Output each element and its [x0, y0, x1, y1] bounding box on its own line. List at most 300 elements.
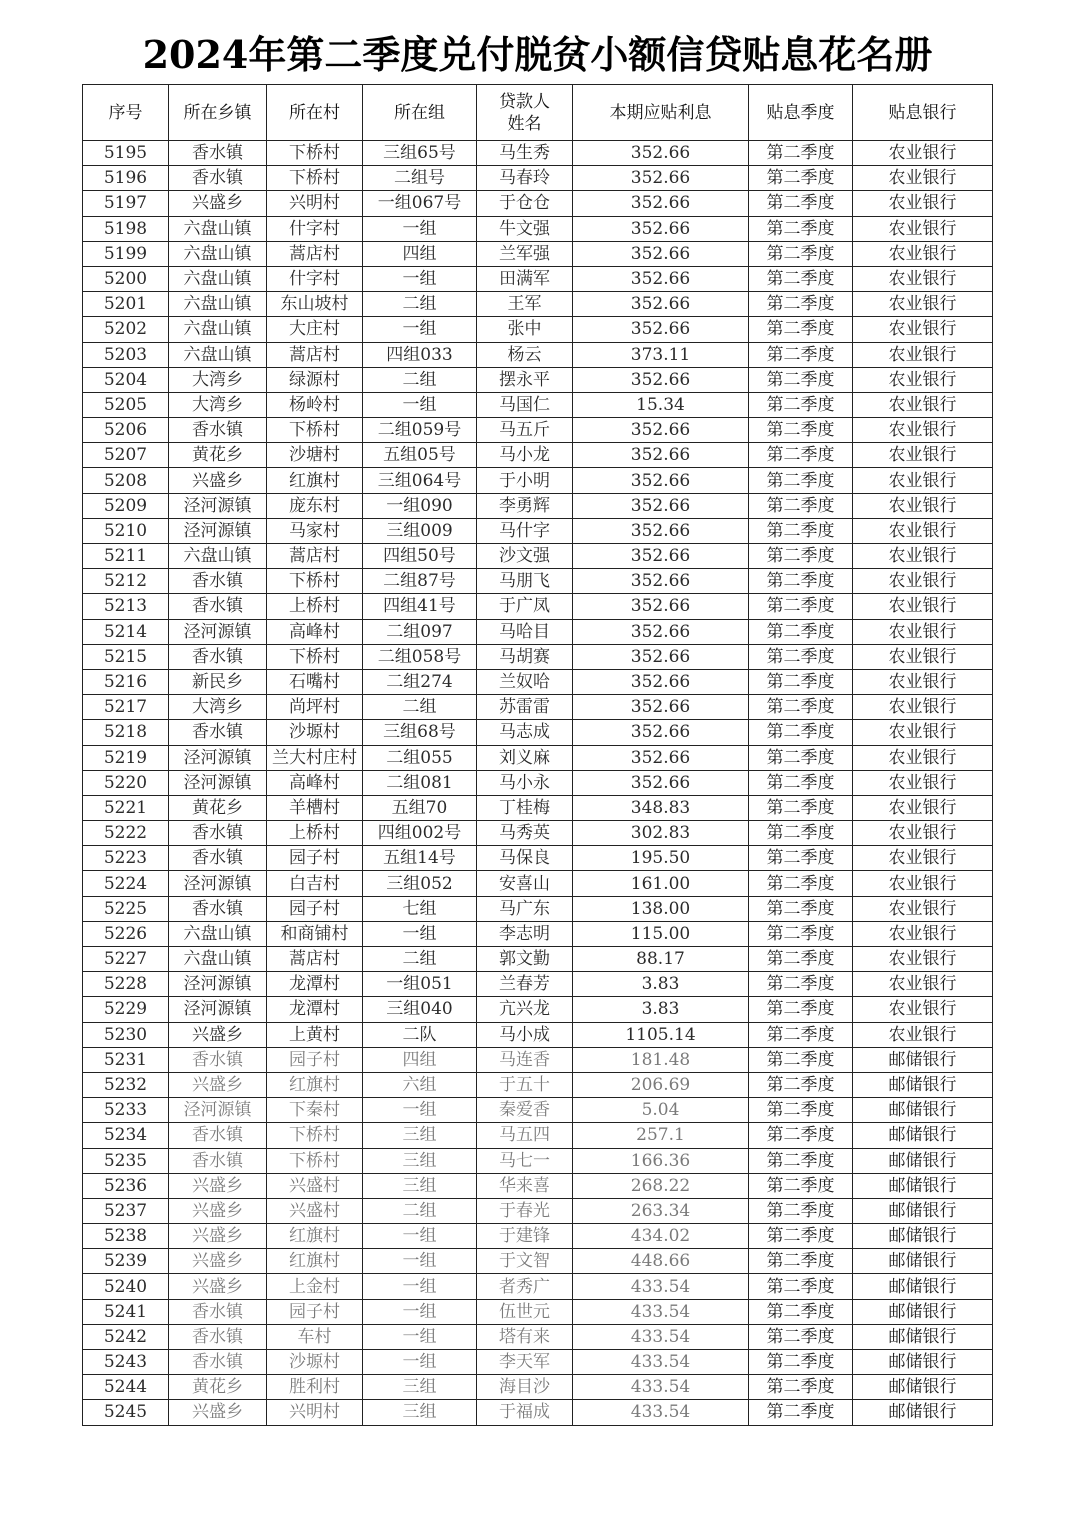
cell-village: 上金村: [267, 1274, 363, 1299]
cell-borrower-name: 马春玲: [477, 166, 573, 191]
cell-borrower-name: 刘义麻: [477, 745, 573, 770]
cell-borrower-name: 李勇辉: [477, 493, 573, 518]
cell-borrower-name: 于春光: [477, 1198, 573, 1223]
cell-quarter: 第二季度: [749, 1350, 853, 1375]
cell-town: 香水镇: [169, 166, 267, 191]
cell-village: 高峰村: [267, 770, 363, 795]
cell-borrower-name: 王军: [477, 292, 573, 317]
cell-town: 六盘山镇: [169, 947, 267, 972]
cell-quarter: 第二季度: [749, 972, 853, 997]
cell-id: 5202: [83, 317, 169, 342]
table-row: [83, 745, 993, 770]
cell-group: 五组70: [363, 795, 477, 820]
cell-bank: 农业银行: [853, 443, 993, 468]
cell-borrower-name: 郭文勤: [477, 947, 573, 972]
cell-id: 5211: [83, 544, 169, 569]
cell-town: 香水镇: [169, 846, 267, 871]
cell-village: 庞东村: [267, 493, 363, 518]
cell-town: 六盘山镇: [169, 342, 267, 367]
table-row: [83, 443, 993, 468]
table-row: [83, 619, 993, 644]
cell-group: 一组090: [363, 493, 477, 518]
table-row: [83, 418, 993, 443]
cell-id: 5231: [83, 1047, 169, 1072]
cell-quarter: 第二季度: [749, 392, 853, 417]
cell-group: 一组067号: [363, 191, 477, 216]
cell-quarter: 第二季度: [749, 720, 853, 745]
cell-town: 兴盛乡: [169, 1072, 267, 1097]
cell-interest-amount: 352.66: [573, 443, 749, 468]
cell-bank: 农业银行: [853, 493, 993, 518]
cell-id: 5244: [83, 1375, 169, 1400]
cell-borrower-name: 于文智: [477, 1249, 573, 1274]
cell-interest-amount: 352.66: [573, 695, 749, 720]
cell-bank: 农业银行: [853, 292, 993, 317]
cell-village: 东山坡村: [267, 292, 363, 317]
cell-village: 马家村: [267, 518, 363, 543]
cell-id: 5198: [83, 216, 169, 241]
table-row: [83, 1375, 993, 1400]
cell-town: 大湾乡: [169, 392, 267, 417]
cell-quarter: 第二季度: [749, 1173, 853, 1198]
cell-borrower-name: 兰奴哈: [477, 669, 573, 694]
cell-group: 二组274: [363, 669, 477, 694]
header-interest-amount: 本期应贴利息: [573, 85, 749, 141]
cell-bank: 农业银行: [853, 544, 993, 569]
table-row: [83, 518, 993, 543]
cell-town: 兴盛乡: [169, 1224, 267, 1249]
table-row: [83, 821, 993, 846]
cell-town: 黄花乡: [169, 795, 267, 820]
cell-town: 香水镇: [169, 1148, 267, 1173]
cell-town: 六盘山镇: [169, 292, 267, 317]
cell-bank: 农业银行: [853, 191, 993, 216]
subsidy-roster-table: [82, 84, 993, 1426]
cell-id: 5195: [83, 141, 169, 166]
cell-town: 香水镇: [169, 1123, 267, 1148]
table-row: [83, 1400, 993, 1425]
cell-quarter: 第二季度: [749, 695, 853, 720]
cell-bank: 农业银行: [853, 241, 993, 266]
cell-interest-amount: 352.66: [573, 669, 749, 694]
cell-interest-amount: 433.54: [573, 1400, 749, 1425]
cell-bank: 农业银行: [853, 770, 993, 795]
cell-bank: 邮储银行: [853, 1047, 993, 1072]
cell-group: 四组: [363, 241, 477, 266]
cell-bank: 农业银行: [853, 846, 993, 871]
cell-bank: 农业银行: [853, 418, 993, 443]
cell-group: 二组号: [363, 166, 477, 191]
cell-town: 兴盛乡: [169, 468, 267, 493]
table-row: [83, 1098, 993, 1123]
cell-borrower-name: 田满军: [477, 266, 573, 291]
cell-interest-amount: 433.54: [573, 1375, 749, 1400]
cell-id: 5241: [83, 1299, 169, 1324]
cell-bank: 邮储银行: [853, 1400, 993, 1425]
cell-village: 下桥村: [267, 1148, 363, 1173]
cell-interest-amount: 1105.14: [573, 1022, 749, 1047]
cell-group: 一组: [363, 216, 477, 241]
cell-quarter: 第二季度: [749, 795, 853, 820]
table-row: [83, 669, 993, 694]
cell-quarter: 第二季度: [749, 846, 853, 871]
table-row: [83, 947, 993, 972]
cell-id: 5199: [83, 241, 169, 266]
cell-borrower-name: 亢兴龙: [477, 997, 573, 1022]
cell-id: 5226: [83, 921, 169, 946]
cell-quarter: 第二季度: [749, 947, 853, 972]
cell-bank: 农业银行: [853, 947, 993, 972]
cell-village: 下桥村: [267, 166, 363, 191]
cell-village: 下桥村: [267, 1123, 363, 1148]
document-title: 2024年第二季度兑付脱贫小额信贷贴息花名册: [142, 32, 933, 77]
table-row: [83, 695, 993, 720]
cell-id: 5224: [83, 871, 169, 896]
cell-interest-amount: 206.69: [573, 1072, 749, 1097]
cell-interest-amount: 352.66: [573, 266, 749, 291]
cell-town: 兴盛乡: [169, 1274, 267, 1299]
cell-town: 香水镇: [169, 569, 267, 594]
cell-village: 羊槽村: [267, 795, 363, 820]
cell-quarter: 第二季度: [749, 1022, 853, 1047]
cell-interest-amount: 448.66: [573, 1249, 749, 1274]
cell-town: 大湾乡: [169, 367, 267, 392]
cell-town: 六盘山镇: [169, 266, 267, 291]
cell-interest-amount: 138.00: [573, 896, 749, 921]
cell-interest-amount: 3.83: [573, 972, 749, 997]
cell-group: 一组: [363, 1249, 477, 1274]
cell-group: 二组097: [363, 619, 477, 644]
table-row: [83, 1173, 993, 1198]
cell-borrower-name: 马朋飞: [477, 569, 573, 594]
cell-town: 香水镇: [169, 896, 267, 921]
cell-bank: 农业银行: [853, 569, 993, 594]
cell-borrower-name: 马小成: [477, 1022, 573, 1047]
cell-group: 二组87号: [363, 569, 477, 594]
cell-village: 高峰村: [267, 619, 363, 644]
cell-interest-amount: 433.54: [573, 1324, 749, 1349]
cell-borrower-name: 安喜山: [477, 871, 573, 896]
cell-interest-amount: 433.54: [573, 1299, 749, 1324]
cell-bank: 邮储银行: [853, 1299, 993, 1324]
cell-village: 上桥村: [267, 594, 363, 619]
cell-id: 5197: [83, 191, 169, 216]
cell-group: 三组040: [363, 997, 477, 1022]
cell-borrower-name: 马七一: [477, 1148, 573, 1173]
cell-id: 5217: [83, 695, 169, 720]
cell-id: 5237: [83, 1198, 169, 1223]
cell-id: 5239: [83, 1249, 169, 1274]
cell-village: 园子村: [267, 896, 363, 921]
cell-bank: 邮储银行: [853, 1274, 993, 1299]
table-row: [83, 921, 993, 946]
header-village: 所在村: [267, 85, 363, 141]
cell-group: 三组009: [363, 518, 477, 543]
cell-town: 黄花乡: [169, 1375, 267, 1400]
cell-interest-amount: 352.66: [573, 594, 749, 619]
cell-quarter: 第二季度: [749, 1249, 853, 1274]
cell-quarter: 第二季度: [749, 216, 853, 241]
cell-bank: 农业银行: [853, 367, 993, 392]
cell-group: 一组: [363, 1299, 477, 1324]
cell-interest-amount: 373.11: [573, 342, 749, 367]
cell-town: 六盘山镇: [169, 921, 267, 946]
cell-group: 三组064号: [363, 468, 477, 493]
cell-village: 尚坪村: [267, 695, 363, 720]
cell-group: 二组058号: [363, 644, 477, 669]
cell-town: 香水镇: [169, 1299, 267, 1324]
cell-borrower-name: 于小明: [477, 468, 573, 493]
cell-bank: 邮储银行: [853, 1350, 993, 1375]
cell-id: 5232: [83, 1072, 169, 1097]
cell-interest-amount: 352.66: [573, 720, 749, 745]
cell-village: 上黄村: [267, 1022, 363, 1047]
cell-bank: 农业银行: [853, 871, 993, 896]
cell-village: 园子村: [267, 846, 363, 871]
cell-group: 四组033: [363, 342, 477, 367]
cell-interest-amount: 352.66: [573, 468, 749, 493]
cell-quarter: 第二季度: [749, 1198, 853, 1223]
cell-borrower-name: 马胡赛: [477, 644, 573, 669]
cell-borrower-name: 李天军: [477, 1350, 573, 1375]
cell-interest-amount: 5.04: [573, 1098, 749, 1123]
cell-id: 5235: [83, 1148, 169, 1173]
cell-village: 兴明村: [267, 1400, 363, 1425]
cell-id: 5245: [83, 1400, 169, 1425]
cell-quarter: 第二季度: [749, 669, 853, 694]
cell-village: 和商铺村: [267, 921, 363, 946]
cell-quarter: 第二季度: [749, 342, 853, 367]
cell-town: 香水镇: [169, 1324, 267, 1349]
table-row: [83, 1022, 993, 1047]
cell-interest-amount: 268.22: [573, 1173, 749, 1198]
cell-quarter: 第二季度: [749, 594, 853, 619]
cell-group: 三组68号: [363, 720, 477, 745]
cell-id: 5201: [83, 292, 169, 317]
cell-id: 5222: [83, 821, 169, 846]
cell-id: 5204: [83, 367, 169, 392]
cell-town: 泾河源镇: [169, 770, 267, 795]
cell-village: 蒿店村: [267, 241, 363, 266]
cell-group: 一组: [363, 1224, 477, 1249]
cell-bank: 农业银行: [853, 216, 993, 241]
cell-quarter: 第二季度: [749, 1148, 853, 1173]
cell-bank: 邮储银行: [853, 1072, 993, 1097]
cell-interest-amount: 434.02: [573, 1224, 749, 1249]
cell-quarter: 第二季度: [749, 468, 853, 493]
cell-village: 蒿店村: [267, 342, 363, 367]
cell-quarter: 第二季度: [749, 1098, 853, 1123]
cell-village: 下桥村: [267, 644, 363, 669]
table-row: [83, 468, 993, 493]
cell-borrower-name: 马五斤: [477, 418, 573, 443]
cell-quarter: 第二季度: [749, 569, 853, 594]
cell-quarter: 第二季度: [749, 1324, 853, 1349]
cell-village: 白吉村: [267, 871, 363, 896]
cell-bank: 邮储银行: [853, 1198, 993, 1223]
cell-id: 5214: [83, 619, 169, 644]
cell-group: 二组: [363, 947, 477, 972]
cell-town: 泾河源镇: [169, 1098, 267, 1123]
cell-interest-amount: 352.66: [573, 166, 749, 191]
cell-bank: 农业银行: [853, 997, 993, 1022]
cell-bank: 农业银行: [853, 821, 993, 846]
table-row: [83, 770, 993, 795]
header-quarter: 贴息季度: [749, 85, 853, 141]
cell-id: 5207: [83, 443, 169, 468]
cell-bank: 邮储银行: [853, 1375, 993, 1400]
cell-group: 三组052: [363, 871, 477, 896]
cell-interest-amount: 15.34: [573, 392, 749, 417]
table-row: [83, 569, 993, 594]
table-row: [83, 1047, 993, 1072]
cell-village: 园子村: [267, 1047, 363, 1072]
cell-interest-amount: 352.66: [573, 418, 749, 443]
header-borrower-line2: 姓名: [507, 113, 542, 134]
cell-borrower-name: 马哈目: [477, 619, 573, 644]
cell-bank: 邮储银行: [853, 1324, 993, 1349]
cell-id: 5242: [83, 1324, 169, 1349]
cell-interest-amount: 115.00: [573, 921, 749, 946]
cell-town: 黄花乡: [169, 443, 267, 468]
cell-village: 胜利村: [267, 1375, 363, 1400]
cell-group: 三组: [363, 1375, 477, 1400]
cell-group: 一组: [363, 1324, 477, 1349]
cell-bank: 农业银行: [853, 266, 993, 291]
cell-group: 一组: [363, 266, 477, 291]
table-row: [83, 720, 993, 745]
table-row: [83, 292, 993, 317]
cell-id: 5221: [83, 795, 169, 820]
table-row: [83, 1198, 993, 1223]
cell-interest-amount: 352.66: [573, 191, 749, 216]
cell-group: 四组002号: [363, 821, 477, 846]
table-row: [83, 241, 993, 266]
cell-interest-amount: 257.1: [573, 1123, 749, 1148]
cell-id: 5220: [83, 770, 169, 795]
table-row: [83, 1249, 993, 1274]
cell-borrower-name: 马连香: [477, 1047, 573, 1072]
cell-quarter: 第二季度: [749, 292, 853, 317]
cell-quarter: 第二季度: [749, 367, 853, 392]
cell-borrower-name: 丁桂梅: [477, 795, 573, 820]
cell-town: 香水镇: [169, 1047, 267, 1072]
cell-interest-amount: 433.54: [573, 1274, 749, 1299]
cell-town: 香水镇: [169, 720, 267, 745]
cell-interest-amount: 352.66: [573, 770, 749, 795]
cell-bank: 邮储银行: [853, 1224, 993, 1249]
cell-village: 大庄村: [267, 317, 363, 342]
cell-borrower-name: 苏雷雷: [477, 695, 573, 720]
cell-town: 兴盛乡: [169, 1249, 267, 1274]
cell-group: 二组059号: [363, 418, 477, 443]
cell-bank: 农业银行: [853, 644, 993, 669]
cell-bank: 农业银行: [853, 166, 993, 191]
cell-village: 石嘴村: [267, 669, 363, 694]
cell-village: 龙潭村: [267, 972, 363, 997]
cell-id: 5228: [83, 972, 169, 997]
cell-town: 泾河源镇: [169, 619, 267, 644]
table-row: [83, 191, 993, 216]
cell-group: 五组05号: [363, 443, 477, 468]
cell-id: 5209: [83, 493, 169, 518]
cell-id: 5230: [83, 1022, 169, 1047]
cell-group: 三组: [363, 1400, 477, 1425]
cell-village: 沙塬村: [267, 720, 363, 745]
cell-interest-amount: 195.50: [573, 846, 749, 871]
cell-borrower-name: 马什字: [477, 518, 573, 543]
cell-id: 5243: [83, 1350, 169, 1375]
cell-id: 5215: [83, 644, 169, 669]
table-row: [83, 1324, 993, 1349]
cell-group: 一组: [363, 392, 477, 417]
cell-town: 泾河源镇: [169, 997, 267, 1022]
cell-id: 5205: [83, 392, 169, 417]
table-row: [83, 972, 993, 997]
cell-borrower-name: 者秀广: [477, 1274, 573, 1299]
cell-interest-amount: 181.48: [573, 1047, 749, 1072]
table-row: [83, 216, 993, 241]
cell-village: 兴盛村: [267, 1173, 363, 1198]
cell-bank: 农业银行: [853, 594, 993, 619]
cell-id: 5208: [83, 468, 169, 493]
header-group: 所在组: [363, 85, 477, 141]
table-row: [83, 141, 993, 166]
cell-village: 下秦村: [267, 1098, 363, 1123]
cell-quarter: 第二季度: [749, 191, 853, 216]
cell-village: 沙塬村: [267, 1350, 363, 1375]
cell-group: 四组: [363, 1047, 477, 1072]
cell-group: 一组051: [363, 972, 477, 997]
cell-village: 红旗村: [267, 1224, 363, 1249]
cell-quarter: 第二季度: [749, 1123, 853, 1148]
cell-quarter: 第二季度: [749, 443, 853, 468]
cell-interest-amount: 352.66: [573, 544, 749, 569]
cell-quarter: 第二季度: [749, 871, 853, 896]
cell-group: 一组: [363, 1098, 477, 1123]
cell-borrower-name: 张中: [477, 317, 573, 342]
cell-bank: 邮储银行: [853, 1123, 993, 1148]
header-bank: 贴息银行: [853, 85, 993, 141]
cell-interest-amount: 166.36: [573, 1148, 749, 1173]
cell-interest-amount: 352.66: [573, 518, 749, 543]
cell-bank: 农业银行: [853, 619, 993, 644]
cell-borrower-name: 伍世元: [477, 1299, 573, 1324]
cell-village: 兴盛村: [267, 1198, 363, 1223]
cell-interest-amount: 3.83: [573, 997, 749, 1022]
cell-borrower-name: 于建锋: [477, 1224, 573, 1249]
cell-quarter: 第二季度: [749, 166, 853, 191]
cell-borrower-name: 于福成: [477, 1400, 573, 1425]
cell-town: 兴盛乡: [169, 1400, 267, 1425]
table-row: [83, 317, 993, 342]
cell-quarter: 第二季度: [749, 921, 853, 946]
cell-id: 5236: [83, 1173, 169, 1198]
cell-bank: 农业银行: [853, 141, 993, 166]
cell-bank: 邮储银行: [853, 1173, 993, 1198]
cell-bank: 农业银行: [853, 518, 993, 543]
cell-group: 二组: [363, 292, 477, 317]
cell-quarter: 第二季度: [749, 644, 853, 669]
cell-town: 兴盛乡: [169, 1198, 267, 1223]
cell-group: 七组: [363, 896, 477, 921]
cell-borrower-name: 马保良: [477, 846, 573, 871]
cell-borrower-name: 马国仁: [477, 392, 573, 417]
cell-id: 5206: [83, 418, 169, 443]
cell-group: 三组: [363, 1148, 477, 1173]
cell-id: 5229: [83, 997, 169, 1022]
cell-quarter: 第二季度: [749, 1400, 853, 1425]
